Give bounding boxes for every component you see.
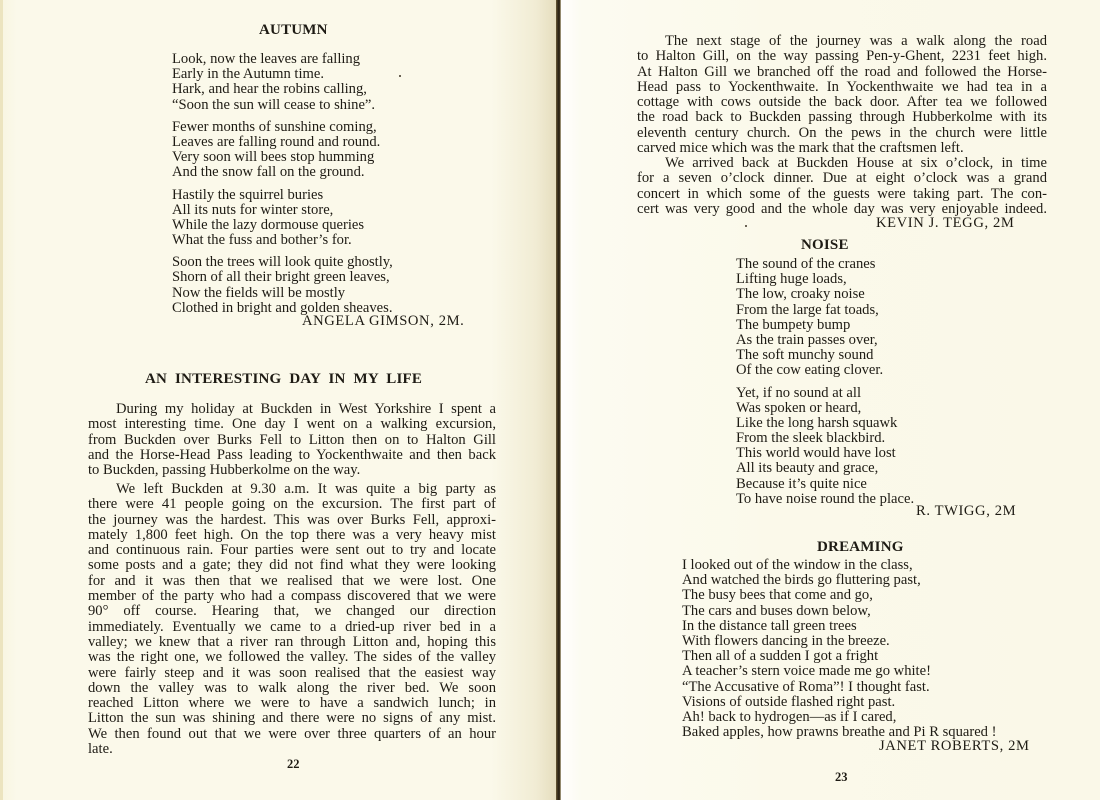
- poem-title-autumn: AUTUMN: [259, 22, 328, 38]
- verse-line: The sound of the cranes: [736, 256, 876, 272]
- text-line: there were 41 people going on the excursion. The first part of: [88, 496, 496, 513]
- text-line: from Buckden over Burks Fell to Litton then on to Halton Gill: [88, 431, 496, 448]
- verse-line: Clothed in bright and golden sheaves.: [172, 299, 393, 316]
- text-line: cottage with cows outside the back door. After tea we followed: [637, 94, 1047, 111]
- verse-line: Hastily the squirrel buries: [172, 186, 324, 203]
- verse-line: Ah! back to hydrogen—as if I cared,: [682, 708, 897, 725]
- verse-line: And watched the birds go fluttering past,: [682, 572, 921, 589]
- stanza: [172, 188, 393, 249]
- author-signature: R. TWIGG, 2M: [916, 503, 1017, 519]
- text-line: reached Litton where we were to have a sandwich lunch; in: [88, 695, 496, 712]
- text-line: During my holiday at Buckden in West Yorkshire I spent a: [116, 401, 496, 417]
- verse-line: Was spoken or heard,: [736, 399, 862, 416]
- verse-line: What the fuss and bother’s for.: [172, 232, 352, 249]
- verse-line: Fewer months of sunshine coming,: [172, 118, 377, 135]
- page-number: 23: [835, 770, 848, 784]
- text-line: We left Buckden at 9.30 a.m. It was quite a big party as: [116, 481, 496, 497]
- verse-line: Because it’s quite nice: [736, 475, 867, 492]
- author-signature: KEVIN J. TEGG, 2M: [876, 215, 1015, 231]
- verse-line: As the train passes over,: [736, 331, 878, 348]
- text-line: for a seven o’clock dinner. Due at eight o’clock was a grand: [637, 170, 1047, 187]
- stanza: [736, 257, 914, 379]
- verse-line: Leaves are falling round and round.: [172, 133, 381, 150]
- text-line: We arrived back at Buckden House at six o’clock, in time: [665, 155, 1047, 171]
- text-line: the road back to Buckden passing through Hubberkolme with its: [637, 109, 1047, 126]
- text-line: mately 1,800 feet high. On the top there was a very heavy mist: [88, 526, 496, 543]
- stanza: [172, 120, 393, 181]
- verse-line: Of the cow eating clover.: [736, 362, 884, 379]
- poem-title-noise: NOISE: [801, 237, 849, 253]
- text-line: to Halton Gill, on the way passing Pen-y-Ghent, 2231 feet high.: [637, 48, 1047, 65]
- verse-line: While the lazy dormouse queries: [172, 216, 365, 233]
- stanza: [172, 52, 393, 113]
- ink-speck: [399, 75, 401, 77]
- text-line: and the Horse-Head Pass leading to Yockenthwaite and then back: [88, 446, 496, 463]
- verse-line: A teacher’s stern voice made me go white!: [682, 663, 931, 680]
- text-line: We then found out that we were over three quarters of an hour: [88, 725, 496, 742]
- verse-line: This world would have lost: [736, 445, 896, 462]
- verse-line: Lifting huge loads,: [736, 271, 847, 288]
- poem-dreaming: [682, 558, 997, 747]
- text-line: most interesting time. One day I went on a walking excursion,: [88, 416, 496, 433]
- verse-line: From the sleek blackbird.: [736, 430, 886, 447]
- page-edge: [0, 0, 3, 800]
- ink-speck: [745, 225, 747, 227]
- author-signature: ANGELA GIMSON, 2M.: [302, 313, 465, 329]
- verse-line: In the distance tall green trees: [682, 617, 857, 634]
- text-line: Head pass to Yockenthwaite. In Yockenthwaite we had tea in a: [637, 78, 1047, 95]
- text-line: and continuous rain. Four parties were sent out to try and locate: [88, 542, 496, 559]
- text-line: were fairly steep and it was soon realised that the easiest way: [88, 664, 496, 681]
- text-line: to Buckden, passing Hubberkolme on the way.: [88, 462, 361, 479]
- verse-line: Early in the Autumn time.: [172, 66, 324, 83]
- article-title: AN INTERESTING DAY IN MY LIFE: [145, 371, 423, 387]
- verse-line: Look, now the leaves are falling: [172, 51, 361, 67]
- verse-line: Like the long harsh squawk: [736, 414, 898, 431]
- text-line: valley; we knew that a river ran through Litton and, hoping this: [88, 633, 496, 650]
- verse-line: Baked apples, how prawns breathe and Pi R squared !: [682, 724, 997, 741]
- verse-line: Yet, if no sound at all: [736, 384, 861, 401]
- poem-title-dreaming: DREAMING: [817, 539, 904, 555]
- verse-line: The bumpety bump: [736, 316, 851, 333]
- book-gutter: [556, 0, 561, 800]
- text-line: The next stage of the journey was a walk along the road: [665, 33, 1047, 49]
- article-paragraph: [637, 156, 1047, 217]
- poem-noise: [736, 257, 914, 514]
- text-line: some posts and a gate; they did not find what they were looking: [88, 557, 496, 574]
- verse-line: Then all of a sudden I got a fright: [682, 648, 879, 665]
- stanza: [172, 255, 393, 316]
- verse-line: Shorn of all their bright green leaves,: [172, 269, 390, 286]
- verse-line: And the snow fall on the ground.: [172, 164, 365, 181]
- verse-line: From the large fat toads,: [736, 301, 879, 318]
- poem-autumn: [172, 52, 393, 323]
- verse-line: The soft munchy sound: [736, 347, 874, 364]
- verse-line: I looked out of the window in the class,: [682, 557, 913, 573]
- author-signature: JANET ROBERTS, 2M: [879, 738, 1030, 754]
- text-line: concert in which some of the guests were taking part. The con-: [637, 185, 1047, 202]
- text-line: Litton the sun was shining and there were no signs of any mist.: [88, 710, 496, 727]
- verse-line: Soon the trees will look quite ghostly,: [172, 254, 393, 271]
- text-line: 90° off course. Hearing that, we changed our direction: [88, 603, 496, 620]
- text-line: late.: [88, 741, 113, 758]
- text-line: eleventh century church. On the pews in the church were little: [637, 124, 1047, 141]
- verse-line: With flowers dancing in the breeze.: [682, 632, 890, 649]
- verse-line: The low, croaky noise: [736, 286, 865, 303]
- text-line: At Halton Gill we branched off the road and followed the Horse-: [637, 63, 1047, 80]
- text-line: for and it was then that we realised that we were lost. One: [88, 572, 496, 589]
- article-paragraph: [637, 34, 1047, 156]
- verse-line: To have noise round the place.: [736, 490, 915, 507]
- verse-line: Hark, and hear the robins calling,: [172, 81, 367, 98]
- verse-line: The cars and buses down below,: [682, 602, 871, 619]
- text-line: carved mice which was the mark that the craftsmen left.: [637, 140, 964, 157]
- verse-line: “Soon the sun will cease to shine”.: [172, 96, 376, 113]
- text-line: down the valley was to walk along the river bed. We soon: [88, 679, 496, 696]
- verse-line: Now the fields will be mostly: [172, 284, 346, 301]
- text-line: the journey was the hardest. This was over Burks Fell, approxi-: [88, 511, 496, 528]
- verse-line: Very soon will bees stop humming: [172, 149, 375, 166]
- text-line: member of the party who had a compass discovered that we were: [88, 588, 496, 605]
- verse-line: All its nuts for winter store,: [172, 201, 334, 218]
- page-number: 22: [287, 757, 300, 771]
- stanza: [682, 558, 997, 740]
- verse-line: “The Accusative of Roma”! I thought fast.: [682, 678, 930, 695]
- stanza: [736, 386, 914, 508]
- article-paragraph: [88, 402, 496, 478]
- text-line: was the right one, we followed the valley. The sides of the valley: [88, 649, 496, 666]
- article-paragraph: [88, 482, 496, 757]
- text-line: immediately. Eventually we came to a dried-up river bed in a: [88, 618, 496, 635]
- text-line: cert was very good and the whole day was very enjoyable indeed.: [637, 200, 1047, 217]
- verse-line: All its beauty and grace,: [736, 460, 879, 477]
- verse-line: The busy bees that come and go,: [682, 587, 873, 604]
- verse-line: Visions of outside flashed right past.: [682, 693, 896, 710]
